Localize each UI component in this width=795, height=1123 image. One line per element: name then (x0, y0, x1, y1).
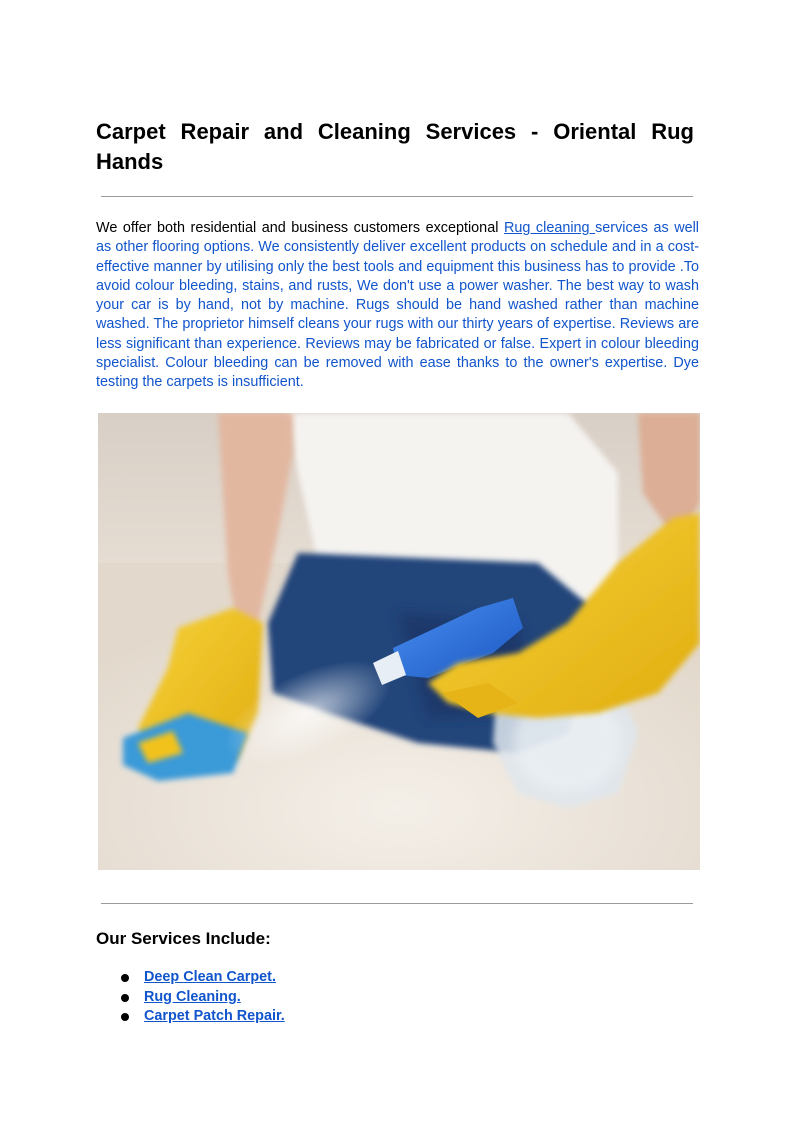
service-link-carpet-patch-repair[interactable]: Carpet Patch Repair. (144, 1008, 285, 1024)
carpet-cleaning-photo (98, 413, 700, 870)
top-divider (101, 196, 693, 197)
title-line-1: Carpet Repair and Cleaning Services - Oriental Rug (96, 119, 694, 144)
services-heading: Our Services Include: (96, 929, 271, 948)
intro-lead-text: We offer both residential and business customers exceptional (96, 220, 504, 236)
list-item (118, 988, 285, 1008)
bullet-icon (121, 994, 129, 1002)
page-title (96, 117, 694, 177)
bullet-icon (121, 1013, 129, 1021)
services-list (118, 968, 285, 1027)
title-line-2: Hands (96, 149, 164, 174)
service-link-deep-clean-carpet[interactable]: Deep Clean Carpet. (144, 969, 276, 985)
rug-cleaning-link[interactable]: Rug cleaning (503, 220, 596, 236)
list-item (118, 968, 285, 988)
intro-rest-text: services as well as other flooring options. We consistently deliver excellent products on schedule and in a cost-effective manner by utilising only the best tools and equipment this business has to provide .To avoid colour bleeding, stains, and rusts, We don't use a power washer. The best way to wash your car is by hand, not by machine. Rugs should be hand washed rather than machine washed. The proprietor himself cleans your rugs with our thirty years of expertise. Reviews are less significant than experience. Reviews may be fabricated or false. Expert in colour bleeding specialist. Colour bleeding can be removed with ease thanks to the owner's expertise. Dye testing the carpets is insufficient. (96, 220, 700, 391)
bullet-icon (121, 974, 129, 982)
service-link-rug-cleaning[interactable]: Rug Cleaning. (144, 988, 241, 1005)
bottom-divider (101, 903, 693, 904)
intro-paragraph (96, 219, 699, 393)
list-item (118, 1007, 285, 1027)
